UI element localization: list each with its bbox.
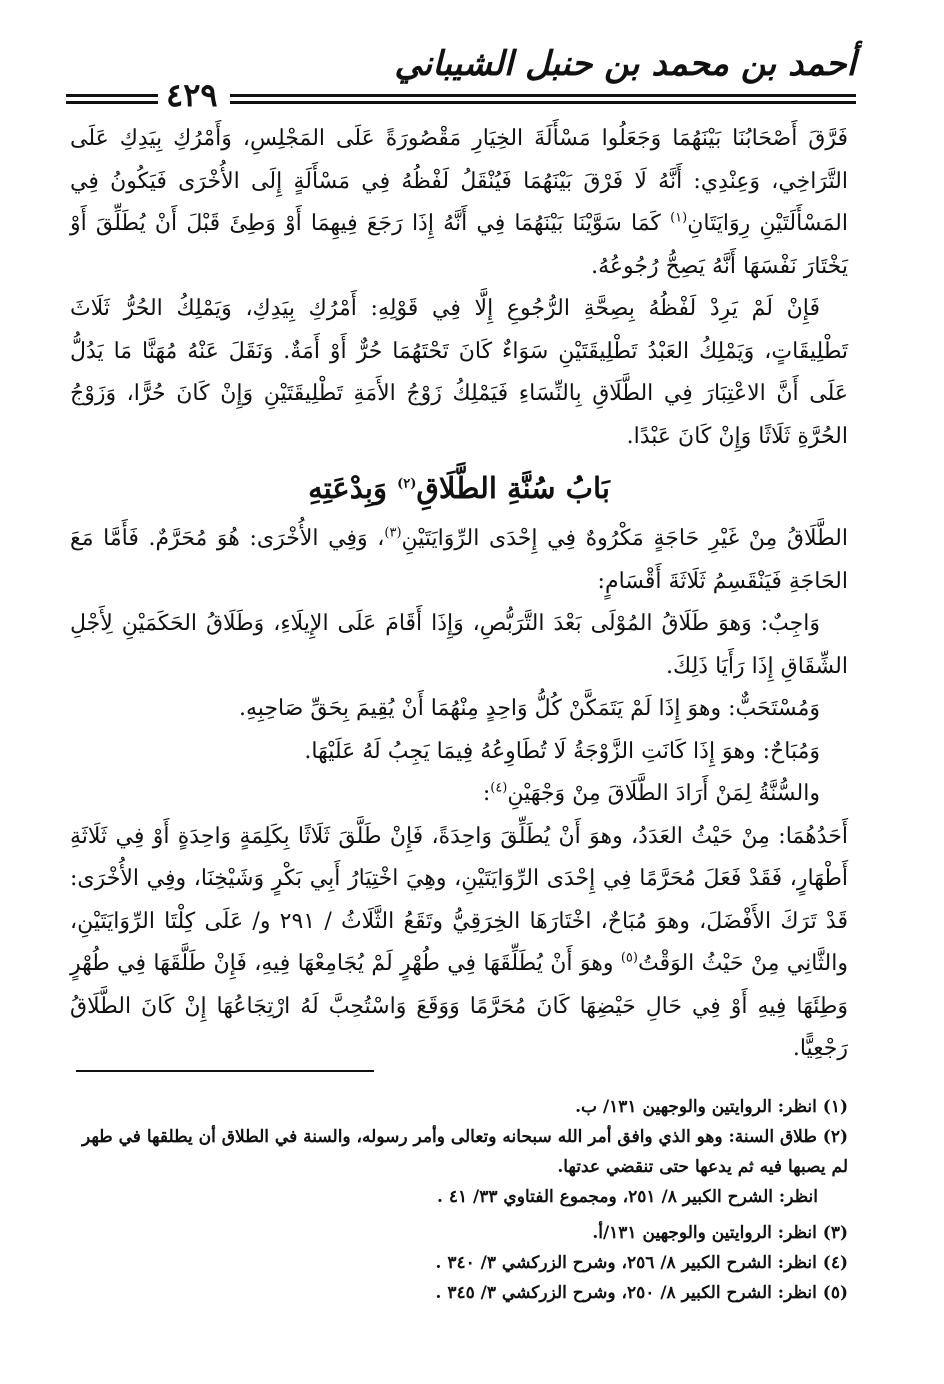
- paragraph-3: [70, 518, 848, 603]
- header-rule-left: [66, 94, 158, 97]
- paragraph-8-text: أَحَدُهُمَا: مِنْ حَيْثُ العَدَدُ، وهوَ أَنْ يُطَلِّقَ وَاحِدَةً، فَإِنْ طَلَّقَ ثَلَاثًا بِكَلِمَةٍ وَاحِدَةٍ أَوْ فِي ثَلَاثَةِ أَطْهَارٍ، فَقَدْ فَعَلَ مُحَرَّمًا فِي إِحْدَى الرِّوَايَتَيْنِ، وهِيَ اخْتِيَارُ أَبِي بَكْرٍ وَشَيْخِنَا، وفِي الأُخْرَى: قَدْ تَرَكَ الأَفْضَلَ، وهوَ مُبَاحٌ، اخْتَارَهَا الخِرَقِيُّ وتَقَعُ الثَّلَاثُ / ٢٩١ و/ عَلَى كِلْتَا الرِّوَايَتَيْنِ، والثَّانِي مِنْ حَيْثُ الوَقْتُ: [70, 823, 848, 976]
- chapter-heading-text: بَابُ سُنَّةِ الطَّلَاقِ: [416, 471, 610, 505]
- footnote-2: (٢) طلاق السنة: وهو الذي وافق أمر الله سبحانه وتعالى وأمر رسوله، والسنة في الطلاق أن يطلقها في طهر لم يصبها فيه ثم يدعها حتى تنقضي عدتها.: [81, 1127, 848, 1177]
- footnote-1: (١) انظر: الروايتين والوجهين ١٣١/ ب.: [575, 1097, 848, 1117]
- paragraph-2: فَإِنْ لَمْ يَرِدْ لَفْظُهُ بِصِحَّةِ الرُّجُوعِ إِلَّا فِي قَوْلِهِ: أَمْرُكِ بِيَدِكِ، وَيَمْلِكُ الحُرُّ ثَلَاثَ تَطْلِيقَاتٍ، وَيَمْلِكُ العَبْدُ تَطْلِيقَتَيْنِ سَوَاءٌ كَانَ تَحْتَهُمَا حُرٌّ أَوْ أَمَةٌ. وَنَقَلَ عَنْهُ مُهَنَّا مَا يَدُلُّ عَلَى أَنَّ الاعْتِبَارَ فِي الطَّلَاقِ بِالنِّسَاءِ فَيَمْلِكُ زَوْجُ الأَمَةِ تَطْلِيقَتَيْنِ وَإِنْ كَانَ حُرًّا، وَزَوْجُ الحُرَّةِ ثَلَاثًا وَإِنْ كَانَ عَبْدًا.: [70, 296, 848, 449]
- paragraph-1-text: فَرَّقَ أَصْحَابُنَا بَيْنَهُمَا وَجَعَلُوا مَسْأَلَةَ الخِيَارِ مَقْصُورَةً عَلَى المَجْلِسِ، وَأَمْرُكِ بِيَدِكِ عَلَى التَّرَاخِي، وَعِنْدِي: أَنَّهُ لَا فَرْقَ بَيْنَهُمَا فَيُنْقَلُ لَفْظُهُ فِي مَسْأَلَةٍ إِلَى الأُخْرَى فَيَكُونُ فِي المَسْأَلَتَيْنِ رِوَايَتَانِ: [70, 126, 848, 236]
- footnote-ref-3: (٣): [384, 525, 402, 541]
- paragraph-4: وَاجِبٌ: وَهوَ طَلَاقُ المُوْلَى بَعْدَ التَّرَبُّصِ، وَإِذَا أَقَامَ عَلَى الإِيلَاءِ، وَطَلَاقُ الحَكَمَيْنِ لِأَجْلِ الشِّقَاقِ إِذَا رَأَيَا ذَلِكَ.: [70, 611, 848, 679]
- paragraph-7-text: والسُّنَّةُ لِمَنْ أَرَادَ الطَّلَاقَ مِنْ وَجْهَيْنِ: [507, 781, 820, 806]
- paragraph-8-text-end: وهوَ أَنْ يُطَلِّقَهَا فِي طُهْرٍ لَمْ يُجَامِعْهَا فِيهِ، فَإِنْ طَلَّقَهَا فِي طُهْرٍ وَطِئَهَا فِيهِ أَوْ فِي حَالِ حَيْضِهَا كَانَ مُحَرَّمًا وَوَقَعَ وَاسْتُحِبَّ لَهُ ارْتِجَاعُهَا إِنْ كَانَ الطَّلَاقُ رَجْعِيًّا.: [70, 951, 848, 1061]
- main-text: [70, 118, 848, 1071]
- footnote-ref-1: (١): [670, 210, 688, 226]
- running-title: أحمد بن محمد بن حنبل الشيباني: [394, 44, 856, 84]
- page-header: [66, 38, 856, 114]
- paragraph-1: [70, 118, 848, 288]
- paragraph-3-text: الطَّلَاقُ مِنْ غَيْرِ حَاجَةٍ مَكْرُوهٌ فِي إِحْدَى الرِّوَايَتَيْنِ: [401, 526, 848, 551]
- footnotes: [70, 1092, 848, 1308]
- footnote-3: (٣) انظر: الروايتين والوجهين ١٣١/أ.: [592, 1223, 848, 1243]
- footnote-5: (٥) انظر: الشرح الكبير ٨/ ٢٥٠، وشرح الزركشي ٣/ ٣٤٥ .: [435, 1283, 848, 1303]
- chapter-heading: [70, 460, 848, 516]
- paragraph-7: [70, 773, 848, 816]
- footnote-ref-5: (٥): [620, 950, 638, 966]
- paragraph-5: وَمُسْتَحَبٌّ: وهوَ إِذَا لَمْ يَتَمَكَّنْ كُلُّ وَاحِدٍ مِنْهُمَا أَنْ يُقِيمَ بِحَقِّ صَاحِبِهِ.: [238, 696, 820, 721]
- header-rule-right: [230, 94, 856, 97]
- footnote-ref-2: (٢): [397, 476, 417, 492]
- paragraph-3-text-end: ، وَفِي الأُخْرَى: هُوَ مُحَرَّمٌ. فَأَمَّا مَعَ الحَاجَةِ فَيَنْقَسِمُ ثَلَاثَةَ أَقْسَامٍ:: [70, 526, 848, 594]
- paragraph-8: [70, 816, 848, 1071]
- paragraph-7-text-end: :: [482, 781, 491, 806]
- footnote-ref-4: (٤): [490, 780, 508, 796]
- chapter-heading-text-end: وَبِدْعَتِهِ: [308, 471, 398, 505]
- footnote-4: (٤) انظر: الشرح الكبير ٨/ ٢٥٦، وشرح الزركشي ٣/ ٣٤٠ .: [435, 1253, 848, 1273]
- paragraph-1-text-end: كَمَا سَوَّيْنَا بَيْنَهُمَا فِي أَنَّهُ إِذَا رَجَعَ فِيهِمَا أَوْ وَطِئَ قَبْلَ أَنْ يُطَلِّقَ أَوْ يَخْتَارَ نَفْسَهَا أَنَّهُ يَصِحُّ رُجُوعُهُ.: [70, 211, 848, 279]
- paragraph-6: وَمُبَاحٌ: وهوَ إِذَا كَانَتِ الزَّوْجَةُ لَا تُطَاوِعُهُ فِيمَا يَجِبُ لَهُ عَلَيْهَا.: [304, 738, 820, 764]
- footnote-separator: [76, 1070, 374, 1072]
- page-number: ٤٢٩: [158, 76, 226, 114]
- footnote-2-reference: انظر: الشرح الكبير ٨/ ٢٥١، ومجموع الفتاوي ٣٣/ ٤١ .: [437, 1187, 818, 1207]
